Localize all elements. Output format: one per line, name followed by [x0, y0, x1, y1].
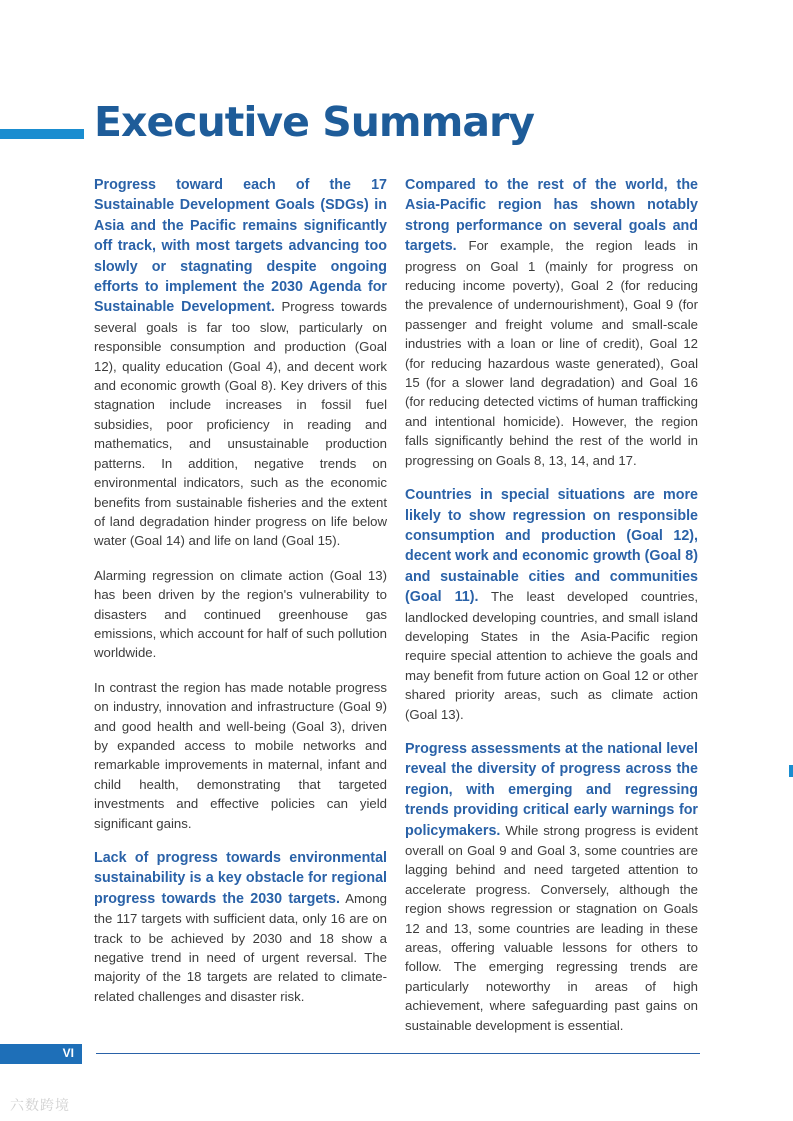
footer-rule [96, 1053, 700, 1054]
left-column [94, 175, 387, 1021]
paragraph-right-2 [405, 485, 698, 724]
page-number: VI [62, 1046, 74, 1060]
paragraph-left-4 [94, 848, 387, 1006]
paragraph-left-3 [94, 678, 387, 833]
lead-text: Progress assessments at the national level reveal the diversity of progress across the region, with emerging and regressing trends providing critical early warnings for policymakers. [405, 740, 698, 839]
lead-text: Countries in special situations are more likely to show regression on responsible consumption and production (Goal 12), decent work and economic growth (Goal 8) and sustainable cities and communities (Goal 11). [405, 487, 698, 606]
title-accent-bar [0, 129, 84, 139]
paragraph-right-3 [405, 739, 698, 1035]
body-text: Progress towards several goals is far too slow, particularly on responsible consumption and production (Goal 12), quality education (Goal 4), and decent work and economic growth (Goal 8). Key drivers of this stagnation include increases in fossil fuel subsidies, poor proficiency in reading and mathematics, and unsustainable production patterns. In addition, negative trends on environmental indicators, such as the economic benefits from sustainable fisheries and the extent of land degradation hinder progress on life below water (Goal 14) and life on land (Goal 15). [94, 299, 388, 549]
body-text: For example, the region leads in progress on Goal 1 (mainly for progress on reducing income poverty), Goal 2 (for reducing the prevalence of undernourishment), Goal 9 (for passenger and freight volume and small-scale industries with a loan or line of credit), Goal 12 (for reducing hazardous waste generated), Goal 15 (for a slower land degradation) and Goal 16 (for reducing detected victims of human trafficking and intentional homicide). However, the region falls significantly behind the rest of the world in progressing on Goals 8, 13, 14, and 17. [405, 238, 698, 468]
page-number-tab [0, 1044, 82, 1064]
page-title: Executive Summary [94, 98, 534, 146]
watermark: 六数跨境 [10, 1097, 70, 1113]
body-text: In contrast the region has made notable progress on industry, innovation and infrastructure (Goal 9) and good health and well-being (Goal 3), driven by expanded access to mobile networks and remarkable improvements in maternal, infant and child health, demonstrating that targeted investments and effective policies can yield significant gains. [94, 679, 387, 831]
lead-text: Progress toward each of the 17 Sustainable Development Goals (SDGs) in Asia and the Pacific remains significantly off track, with most targets advancing too slowly or stagnating despite ongoing efforts to implement the 2030 Agenda for Sustainable Development. [94, 177, 387, 316]
body-text: While strong progress is evident overall on Goal 9 and Goal 3, some countries are lagging behind and need targeted attention to accelerate progress. Conversely, although the region shows regression or stagnation on Goals 12 and 13, some countries are leading in these areas, offering valuable lessons for others to follow. The emerging regressing trends are particularly noteworthy in areas of high achievement, where safeguarding past gains on sustainable development is essential. [405, 822, 699, 1033]
lead-text: Lack of progress towards environmental sustainability is a key obstacle for regional progress towards the 2030 targets. [94, 850, 387, 907]
body-text: Alarming regression on climate action (Goal 13) has been driven by the region's vulnerability to disasters and continued greenhouse gas emissions, which account for half of such pollution worldwide. [94, 567, 387, 661]
body-text: The least developed countries, landlocked developing countries, and small island developing States in the Asia-Pacific region require special attention to achieve the goals and may benefit from future action on Goal 12 or other shared priority areas, such as climate action (Goal 13). [405, 589, 698, 722]
paragraph-left-1 [94, 175, 387, 551]
right-column [405, 175, 698, 1050]
page-edge-marker [789, 765, 793, 777]
paragraph-right-1 [405, 175, 698, 470]
body-text: Among the 117 targets with sufficient data, only 16 are on track to be achieved by 2030 and 18 show a negative trend in need of urgent reversal. The majority of the 18 targets are related to climate-related challenges and disaster risk. [94, 890, 387, 1004]
lead-text: Compared to the rest of the world, the Asia-Pacific region has shown notably strong performance on several goals and targets. [405, 177, 698, 255]
paragraph-left-2 [94, 566, 387, 663]
